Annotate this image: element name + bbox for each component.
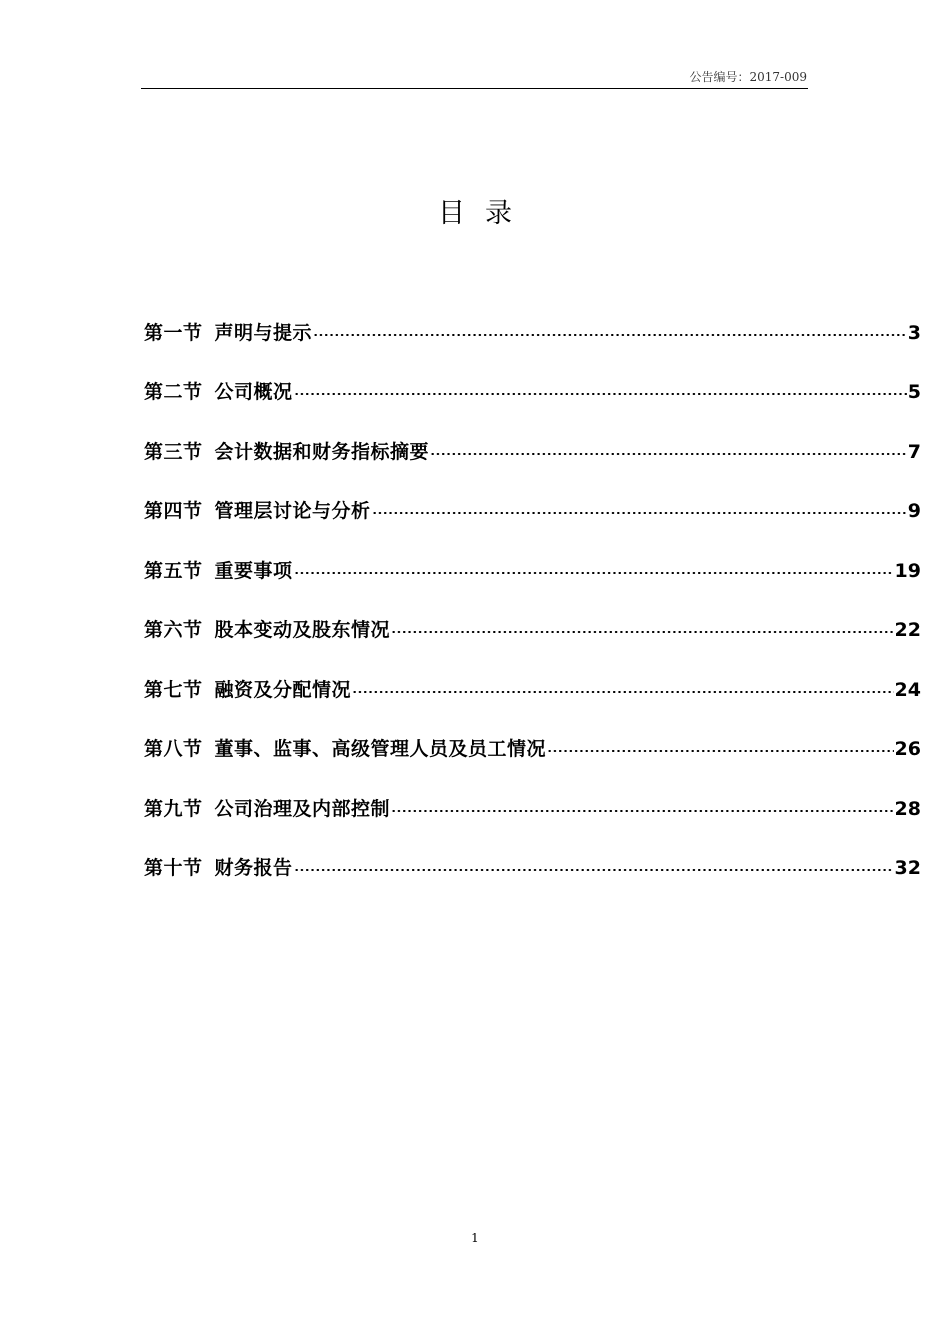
toc-dot-leader bbox=[391, 612, 894, 636]
toc-section-title: 董事、监事、高级管理人员及员工情况 bbox=[214, 738, 547, 760]
toc-page-number: 7 bbox=[907, 440, 921, 463]
toc-page-number: 9 bbox=[907, 500, 921, 522]
toc-section-title: 公司治理及内部控制 bbox=[214, 797, 391, 820]
toc-section-title: 会计数据和财务指标摘要 bbox=[214, 440, 430, 463]
toc-section-title: 公司概况 bbox=[214, 381, 293, 403]
toc-section-number: 第五节 bbox=[144, 559, 203, 582]
toc-entry[interactable] bbox=[144, 702, 921, 762]
toc-page-number: 28 bbox=[894, 797, 921, 820]
toc-entry[interactable] bbox=[144, 345, 921, 405]
toc-entry[interactable] bbox=[144, 583, 921, 643]
table-of-contents bbox=[144, 285, 921, 880]
toc-section-title: 声明与提示 bbox=[214, 321, 313, 344]
toc-page-number: 3 bbox=[907, 321, 921, 344]
toc-section-title: 股本变动及股东情况 bbox=[214, 619, 391, 641]
page-title: 目录 bbox=[438, 198, 532, 230]
toc-dot-leader bbox=[294, 553, 894, 577]
toc-section-number: 第四节 bbox=[144, 500, 203, 522]
toc-section-number: 第十节 bbox=[144, 857, 203, 879]
toc-section-number: 第三节 bbox=[144, 440, 203, 463]
toc-section-number: 第二节 bbox=[144, 381, 203, 403]
toc-entry[interactable] bbox=[144, 464, 921, 524]
toc-entry[interactable] bbox=[144, 404, 921, 464]
toc-dot-leader bbox=[313, 315, 907, 339]
toc-page-number: 32 bbox=[894, 857, 921, 879]
toc-section-title: 重要事项 bbox=[214, 559, 293, 582]
toc-dot-leader bbox=[547, 731, 894, 755]
toc-dot-leader bbox=[294, 850, 894, 874]
toc-entry[interactable] bbox=[144, 642, 921, 702]
toc-entry[interactable] bbox=[144, 285, 921, 345]
toc-section-number: 第九节 bbox=[144, 797, 203, 820]
toc-section-title: 财务报告 bbox=[214, 857, 293, 879]
toc-entry[interactable] bbox=[144, 523, 921, 583]
toc-section-title: 融资及分配情况 bbox=[214, 678, 352, 701]
toc-section-title: 管理层讨论与分析 bbox=[214, 500, 371, 522]
toc-page-number: 5 bbox=[907, 381, 921, 403]
toc-entry[interactable] bbox=[144, 761, 921, 821]
header-divider bbox=[141, 88, 808, 89]
toc-page-number: 26 bbox=[894, 738, 921, 760]
toc-dot-leader bbox=[430, 434, 907, 458]
announcement-number: 公告编号：2017-009 bbox=[689, 70, 807, 84]
toc-section-number: 第七节 bbox=[144, 678, 203, 701]
toc-dot-leader bbox=[294, 374, 907, 398]
toc-section-number: 第一节 bbox=[144, 321, 203, 344]
toc-dot-leader bbox=[352, 672, 894, 696]
toc-page-number: 19 bbox=[894, 559, 921, 582]
toc-section-number: 第六节 bbox=[144, 619, 203, 641]
toc-section-number: 第八节 bbox=[144, 738, 203, 760]
toc-dot-leader bbox=[391, 791, 894, 815]
toc-dot-leader bbox=[372, 493, 907, 517]
toc-entry[interactable] bbox=[144, 821, 921, 881]
page-number: 1 bbox=[471, 1231, 479, 1245]
toc-page-number: 24 bbox=[894, 678, 921, 701]
toc-page-number: 22 bbox=[894, 619, 921, 641]
